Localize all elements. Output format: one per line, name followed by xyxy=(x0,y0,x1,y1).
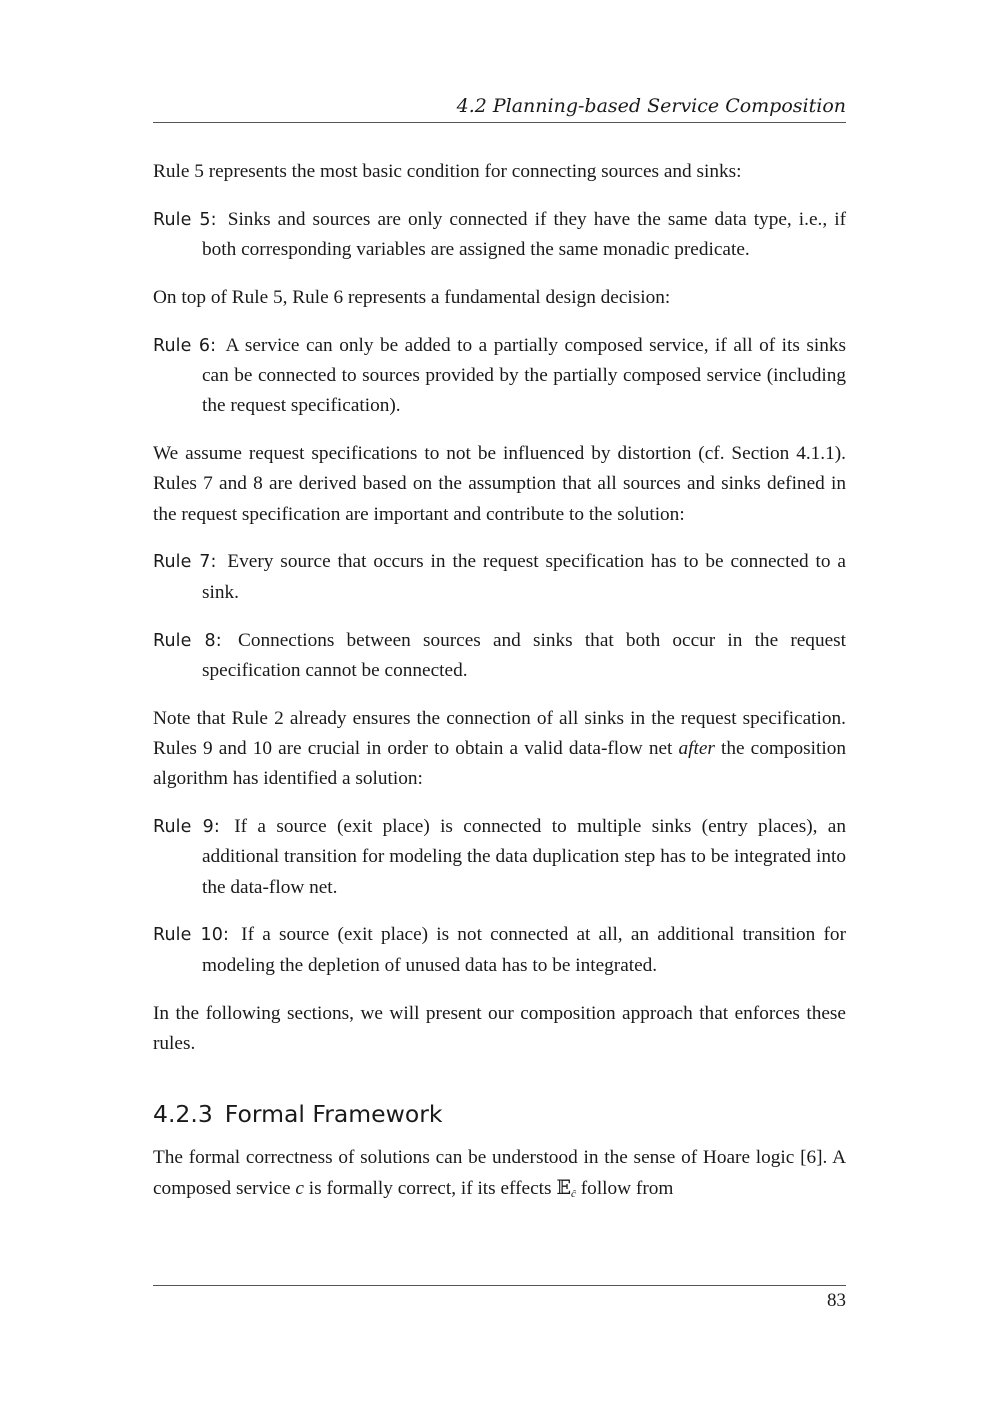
rule-6 xyxy=(153,331,846,422)
page-number: 83 xyxy=(827,1290,846,1311)
rule-label: Rule 8: xyxy=(153,630,222,651)
math-subscript: ĉ xyxy=(571,1188,576,1201)
rule-label: Rule 7: xyxy=(153,552,217,573)
paragraph-request-spec: We assume request specifications to not be influenced by distortion (cf. Section 4.1.1). Rules 7 and 8 are derived based on the assumption that all sources and sinks defined in the request specification are important and contribute to the solution: xyxy=(153,443,846,525)
rule-text: A service can only be added to a partially composed service, if all of its sinks can be connected to sources provided by the partially composed service (including the request specification). xyxy=(202,334,846,417)
section-heading xyxy=(153,1099,846,1129)
math-variable-c: c xyxy=(295,1178,304,1200)
text-run: the composition algorithm has identified a solution: xyxy=(153,737,846,790)
math-effects-symbol: 𝔼 xyxy=(556,1176,572,1200)
rule-9 xyxy=(153,812,846,903)
text-run: follow from xyxy=(575,1178,674,1200)
rule-10 xyxy=(153,920,846,981)
text-run: The formal correctness of solutions can be understood in the sense of Hoare logic [6]. A composed service xyxy=(153,1147,846,1200)
body-text xyxy=(153,157,846,1227)
paragraph-rule2-note xyxy=(153,704,846,795)
rule-text: If a source (exit place) is not connected at all, an additional transition for modeling the depletion of unused data has to be integrated. xyxy=(202,924,846,976)
paragraph-intro-rule6: On top of Rule 5, Rule 6 represents a fundamental design decision: xyxy=(153,286,671,308)
rule-text: Connections between sources and sinks that both occur in the request specification cannot be connected. xyxy=(202,629,846,681)
rule-label: Rule 9: xyxy=(153,817,220,838)
rule-7 xyxy=(153,547,846,608)
footer-rule xyxy=(153,1285,846,1286)
rule-text: If a source (exit place) is connected to multiple sinks (entry places), an additional transition for modeling the data duplication step has to be integrated into the data-flow net. xyxy=(202,816,846,898)
rule-text: Every source that occurs in the request specification has to be connected to a sink. xyxy=(202,551,846,603)
rule-label: Rule 10: xyxy=(153,925,229,946)
emphasis-after: after xyxy=(678,737,715,759)
rule-text: Sinks and sources are only connected if they have the same data type, i.e., if both corresponding variables are assigned the same monadic predicate. xyxy=(202,208,846,261)
text-run: is formally correct, if its effects xyxy=(303,1178,557,1200)
rule-label: Rule 5: xyxy=(153,209,217,230)
running-header: 4.2 Planning-based Service Composition xyxy=(456,95,846,117)
rule-5 xyxy=(153,205,846,266)
rule-8 xyxy=(153,626,846,687)
document-page xyxy=(153,0,846,1414)
rule-label: Rule 6: xyxy=(153,335,217,356)
section-title: Formal Framework xyxy=(224,1100,443,1129)
paragraph-following-sections: In the following sections, we will present our composition approach that enforces these rules. xyxy=(153,1002,846,1054)
paragraph-formal-correctness xyxy=(153,1143,846,1210)
header-rule xyxy=(153,122,846,123)
section-number: 4.2.3 xyxy=(153,1100,213,1129)
paragraph-intro-rule5: Rule 5 represents the most basic condition for connecting sources and sinks: xyxy=(153,161,742,182)
text-run: Note that Rule 2 already ensures the connection of all sinks in the request specification. Rules 9 and 10 are crucial in order to obtain a valid data-flow net xyxy=(153,707,846,759)
